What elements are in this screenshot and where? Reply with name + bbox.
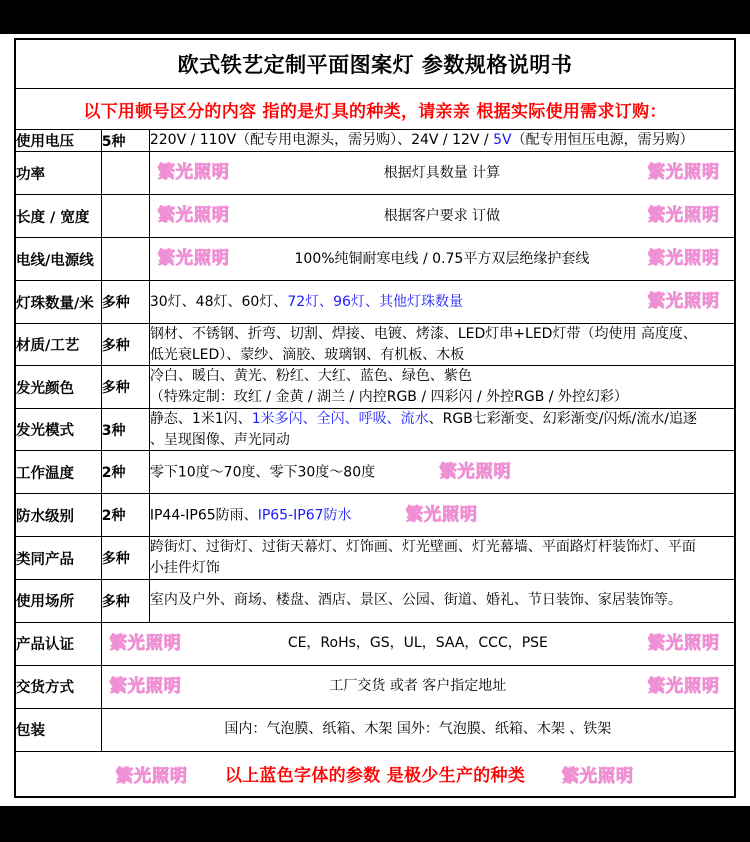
row-value-wire: [149, 238, 735, 281]
led-count-text-blue: 72灯、96灯、其他灯珠数量: [287, 293, 463, 310]
row-value-usage: 室内及户外、商场、楼盘、酒店、景区、公园、街道、婚礼、节日装饰、家居装饰等。: [149, 579, 735, 622]
row-kind-power: [101, 152, 149, 195]
watermark: 繁光照明: [648, 248, 720, 269]
row-value-mode: [149, 408, 735, 450]
row-kind-mode: 3种: [101, 408, 149, 450]
waterproof-text-blue: IP65-IP67防水: [257, 507, 352, 524]
table-row-delivery: [15, 665, 735, 708]
row-label-temperature: 工作温度: [15, 451, 101, 494]
row-label-delivery: 交货方式: [15, 665, 101, 708]
row-label-color: 发光颜色: [15, 366, 101, 408]
led-count-text-black: 30灯、48灯、60灯、: [149, 293, 288, 310]
row-value-material: [149, 324, 735, 366]
row-value-delivery: [101, 665, 735, 708]
watermark: 繁光照明: [648, 205, 720, 226]
row-kind-material: 多种: [101, 324, 149, 366]
top-black-band: [0, 0, 750, 34]
table-row-wire: [15, 238, 735, 281]
material-line-1: 钢材、不锈钢、折弯、切割、焊接、电镀、烤漆、LED灯串+LED灯带（均使用 高度度、: [149, 326, 697, 342]
row-value-packing: 国内：气泡膜、纸箱、木架 国外：气泡膜、纸箱、木架 、铁架: [101, 708, 735, 751]
size-text: 根据客户要求 订做: [383, 207, 501, 224]
row-kind-waterproof: 2种: [101, 494, 149, 537]
watermark: 繁光照明: [562, 766, 634, 787]
table-row-waterproof: [15, 494, 735, 537]
watermark: 繁光照明: [109, 676, 182, 697]
row-label-size: 长度 / 宽度: [15, 195, 101, 238]
row-label-material: 材质/工艺: [15, 324, 101, 366]
watermark: 繁光照明: [648, 291, 720, 312]
table-row-material: [15, 324, 735, 366]
watermark: 繁光照明: [648, 162, 720, 183]
row-value-waterproof: [149, 494, 735, 537]
mode-text-part2: 、RGB七彩渐变、幻彩渐变/闪烁/流水/追逐: [428, 410, 697, 427]
table-row-similar: [15, 537, 735, 579]
watermark: 繁光照明: [157, 162, 230, 183]
row-value-power: [149, 152, 735, 195]
row-label-certification: 产品认证: [15, 622, 101, 665]
delivery-text: 工厂交货 或者 客户指定地址: [329, 678, 507, 695]
table-row-voltage: [15, 130, 735, 152]
table-row-power: [15, 152, 735, 195]
table-row-size: [15, 195, 735, 238]
footer-banner: [15, 751, 735, 797]
watermark: 繁光照明: [648, 676, 720, 697]
row-kind-size: [101, 195, 149, 238]
table-row-mode: [15, 408, 735, 450]
row-value-certification: [101, 622, 735, 665]
notice-banner: 以下用顿号区分的内容 指的是灯具的种类，请亲亲 根据实际使用需求订购：: [15, 89, 735, 130]
bottom-black-band: [0, 806, 750, 842]
row-value-led-count: [149, 281, 735, 324]
voltage-text-part2: （配专用恒压电源，需另购）: [511, 132, 694, 149]
row-value-voltage: [149, 130, 735, 152]
row-value-temperature: [149, 451, 735, 494]
mode-line-2: 、呈现图像、声光同动: [149, 431, 290, 448]
row-label-power: 功率: [15, 152, 101, 195]
row-label-usage: 使用场所: [15, 579, 101, 622]
watermark: 繁光照明: [648, 633, 720, 654]
mode-line-1: [150, 409, 734, 430]
watermark: 繁光照明: [109, 633, 182, 654]
color-line-1: 冷白、暖白、黄光、粉红、大红、蓝色、绿色、紫色: [149, 368, 472, 385]
table-row-footer: [15, 751, 735, 797]
page-title: 欧式铁艺定制平面图案灯 参数规格说明书: [15, 39, 735, 89]
watermark: 繁光照明: [116, 766, 188, 787]
specification-table: [14, 38, 736, 798]
row-kind-similar: 多种: [101, 537, 149, 579]
row-label-waterproof: 防水级别: [15, 494, 101, 537]
waterproof-text-black: IP44-IP65防雨、: [149, 507, 258, 524]
similar-line-1: 跨街灯、过街灯、过街天幕灯、灯饰画、灯光壁画、灯光幕墙、平面路灯杆装饰灯、平面: [149, 539, 696, 556]
voltage-text-part1: 220V / 110V（配专用电源头，需另购）、24V / 12V /: [149, 132, 494, 149]
row-value-size: [149, 195, 735, 238]
table-row-led-count: [15, 281, 735, 324]
table-row-usage: [15, 579, 735, 622]
row-value-color: [149, 366, 735, 408]
row-kind-color: 多种: [101, 366, 149, 408]
watermark: 繁光照明: [157, 248, 230, 269]
certification-text: CE，RoHs，GS，UL，SAA，CCC，PSE: [287, 635, 548, 652]
row-kind-voltage: 5种: [101, 130, 149, 152]
row-label-led-count: 灯珠数量/米: [15, 281, 101, 324]
table-row-certification: [15, 622, 735, 665]
row-label-voltage: 使用电压: [15, 130, 101, 152]
similar-line-2: 小挂件灯饰: [149, 560, 220, 577]
power-text: 根据灯具数量 计算: [383, 164, 501, 181]
table-row-packing: [15, 708, 735, 751]
row-label-wire: 电线/电源线: [15, 238, 101, 281]
row-kind-temperature: 2种: [101, 451, 149, 494]
watermark: 繁光照明: [439, 461, 512, 482]
watermark: 繁光照明: [405, 504, 478, 525]
row-kind-led-count: 多种: [101, 281, 149, 324]
voltage-text-blue: 5V: [493, 132, 512, 149]
table-row-temperature: [15, 451, 735, 494]
row-kind-usage: 多种: [101, 579, 149, 622]
row-label-similar: 类同产品: [15, 537, 101, 579]
row-label-mode: 发光模式: [15, 408, 101, 450]
mode-text-part1: 静态、1米1闪、: [149, 410, 252, 427]
material-line-2: 低光衰LED）、蒙纱、滴胶、玻璃钢、有机板、木板: [149, 346, 465, 363]
table-row-color: [15, 366, 735, 408]
temperature-text: 零下10度～70度、零下30度～80度: [149, 464, 376, 481]
row-kind-wire: [101, 238, 149, 281]
row-label-packing: 包装: [15, 708, 101, 751]
color-line-2: （特殊定制：玫红 / 金黄 / 湖兰 / 内控RGB / 四彩闪 / 外控RGB / 外控幻彩）: [149, 389, 628, 406]
wire-text: 100%纯铜耐寒电线 / 0.75平方双层绝缘护套线: [294, 250, 590, 267]
table-row-title: [15, 39, 735, 89]
mode-text-blue: 1米多闪、全闪、呼吸、流水: [251, 410, 429, 427]
table-row-notice: [15, 89, 735, 130]
watermark: 繁光照明: [157, 205, 230, 226]
row-value-similar: [149, 537, 735, 579]
footer-text: 以上蓝色字体的参数 是极少生产的种类: [224, 766, 526, 787]
